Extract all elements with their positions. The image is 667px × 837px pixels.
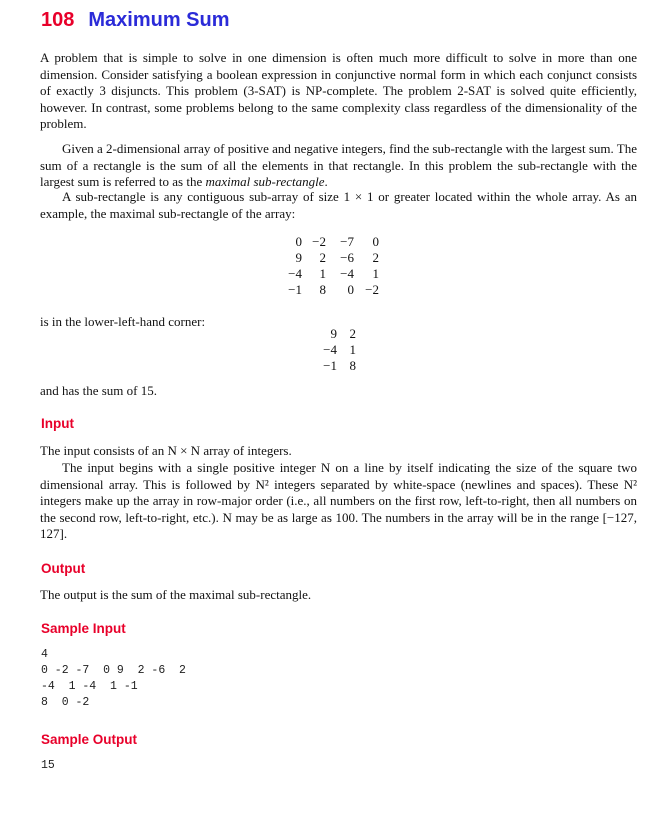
example-array [282, 234, 379, 298]
output-description: The output is the sum of the maximal sub-rectangle. [40, 587, 312, 602]
array-cell: 2 [319, 250, 326, 265]
array-row [282, 250, 379, 266]
subrectangle-array [315, 326, 356, 374]
problem-title [41, 9, 230, 32]
subarray-cell: −4 [323, 342, 337, 357]
array-cell: 0 [372, 234, 379, 249]
definition-end: or greater located within the whole array. As an example, the maximal sub-rectangle of the array: [40, 189, 637, 221]
subarray-row [315, 326, 356, 342]
subarray-row [315, 358, 356, 374]
sample-input-line: 8 0 -2 [41, 696, 90, 709]
array-cell: 8 [319, 282, 326, 297]
array-cell: −1 [288, 282, 302, 297]
array-cell: −4 [288, 266, 302, 281]
description-text: Given a 2-dimensional array of positive and negative integers, find the sub-rectangle with the largest sum. The sum of a rectangle is the sum of all the elements in that rectangle. In this problem the sub-rectangle with the largest sum is referred to as the [40, 141, 637, 189]
array-cell: −4 [340, 266, 354, 281]
intro-paragraph: A problem that is simple to solve in one dimension is often much more difficult to solve in more than one dimension. Consider satisfying a boolean expression in conjunctive normal form in which each conjunct consists of exactly 3 disjuncts. This problem (3-SAT) is NP-complete. The problem 2-SAT is solved quite efficiently, however. In contrast, some problems belong to the same complexity class regardless of the dimensionality of the problem. [40, 50, 637, 131]
input-summary: The input consists of an N × N array of integers. [40, 443, 292, 458]
array-cell: 9 [295, 250, 302, 265]
array-cell: 2 [372, 250, 379, 265]
definition-text: A sub-rectangle is any contiguous sub-array of size [62, 189, 344, 204]
problem-number: 108 [41, 9, 75, 31]
sample-output-heading: Sample Output [41, 732, 138, 747]
array-cell: −2 [365, 282, 379, 297]
sample-input-block [41, 647, 186, 711]
array-cell: 1 [319, 266, 326, 281]
subarray-cell: −1 [323, 358, 337, 373]
subarray-cell: 8 [349, 358, 356, 373]
description-end: . [324, 174, 328, 189]
corner-text: is in the lower-left-hand corner: [40, 314, 206, 329]
problem-name: Maximum Sum [88, 9, 230, 31]
subarray-cell: 2 [349, 326, 356, 341]
sample-output-block [41, 758, 55, 774]
array-row [282, 266, 379, 282]
maximal-subrectangle-term: maximal sub-rectangle [205, 174, 325, 189]
definition-size: 1 × 1 [343, 189, 374, 204]
array-cell: 1 [372, 266, 379, 281]
output-heading: Output [41, 561, 86, 576]
array-row [282, 234, 379, 250]
subarray-row [315, 342, 356, 358]
sample-output-line: 15 [41, 759, 55, 772]
sample-input-line: 0 -2 -7 0 9 2 -6 2 [41, 664, 186, 677]
sum-text: and has the sum of 15. [40, 383, 157, 398]
subarray-cell: 9 [330, 326, 337, 341]
array-cell: −7 [340, 234, 354, 249]
array-cell: 0 [347, 282, 354, 297]
array-row [282, 282, 379, 298]
sample-input-heading: Sample Input [41, 621, 126, 636]
subrectangle-definition [40, 189, 637, 222]
input-heading: Input [41, 416, 74, 431]
problem-description [40, 141, 637, 191]
array-cell: −2 [312, 234, 326, 249]
subarray-cell: 1 [349, 342, 356, 357]
array-cell: −6 [340, 250, 354, 265]
input-description: The input begins with a single positive integer N on a line by itself indicating the size of the square two dimensional array. This is followed by N² integers separated by white-space (newlines and spaces). These N² integers make up the array in row-major order (i.e., all numbers on the first row, left-to-right, then all numbers on the second row, left-to-right, etc.). N may be as large as 100. The numbers in the array will be in the range [−127, 127]. [40, 460, 637, 541]
sample-input-line: 4 [41, 648, 48, 661]
array-cell: 0 [295, 234, 302, 249]
sample-input-line: -4 1 -4 1 -1 [41, 680, 138, 693]
